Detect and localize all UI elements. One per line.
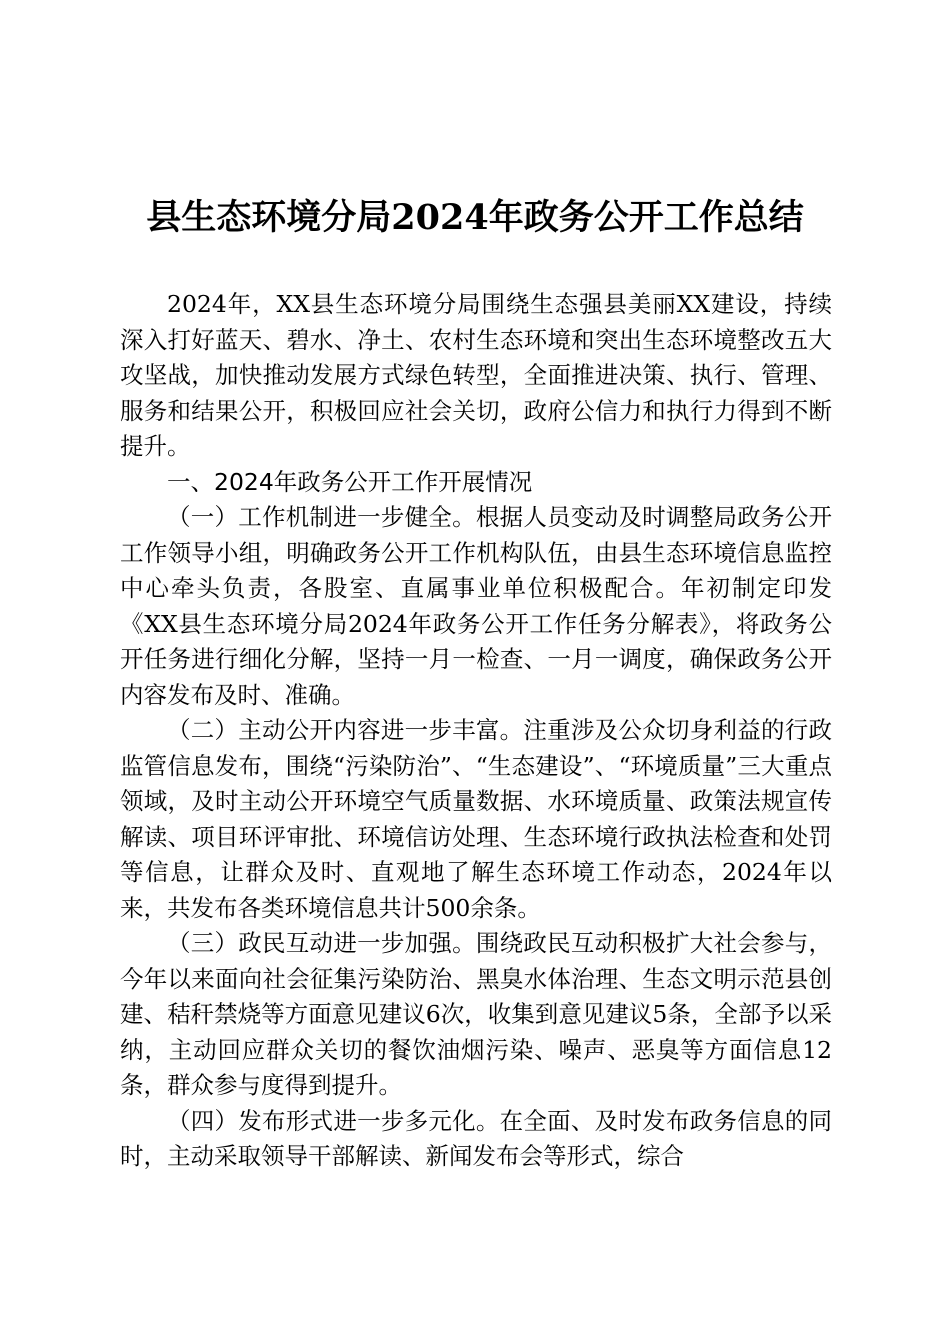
- intro-paragraph: 2024年，XX县生态环境分局围绕生态强县美丽XX建设，持续深入打好蓝天、碧水、净土、农村生态环境和突出生态环境整改五大攻坚战，加快推动发展方式绿色转型，全面推进决策、执行、管理、服务和结果公开，积极回应社会关切，政府公信力和执行力得到不断提升。: [120, 290, 832, 460]
- section-heading: 一、2024年政务公开工作开展情况: [167, 467, 533, 496]
- paragraph-mechanism: （一）工作机制进一步健全。根据人员变动及时调整局政务公开工作领导小组，明确政务公开工作机构队伍，由县生态环境信息监控中心牵头负责，各股室、直属事业单位积极配合。年初制定印发《XX县生态环境分局2024年政务公开工作任务分解表》，将政务公开任务进行细化分解，坚持一月一检查、一月一调度，确保政务公开内容发布及时、准确。: [120, 503, 832, 709]
- paragraph-interaction: （三）政民互动进一步加强。围绕政民互动积极扩大社会参与，今年以来面向社会征集污染防治、黑臭水体治理、生态文明示范县创建、秸秆禁烧等方面意见建议6次，收集到意见建议5条，全部予以采纳，主动回应群众关切的餐饮油烟污染、噪声、恶臭等方面信息12条，群众参与度得到提升。: [120, 929, 832, 1099]
- document-body: [120, 287, 832, 1175]
- paragraph-disclosure: （二）主动公开内容进一步丰富。注重涉及公众切身利益的行政监管信息发布，围绕“污染防治”、“生态建设”、“环境质量”三大重点领域，及时主动公开环境空气质量数据、水环境质量、政策法规宣传解读、项目环评审批、环境信访处理、生态环境行政执法检查和处罚等信息，让群众及时、直观地了解生态环境工作动态，2024年以来，共发布各类环境信息共计500余条。: [120, 716, 832, 922]
- paragraph-release-forms: （四）发布形式进一步多元化。在全面、及时发布政务信息的同时，主动采取领导干部解读、新闻发布会等形式，综合: [120, 1106, 832, 1170]
- document-title: 县生态环境分局2024年政务公开工作总结: [146, 197, 804, 238]
